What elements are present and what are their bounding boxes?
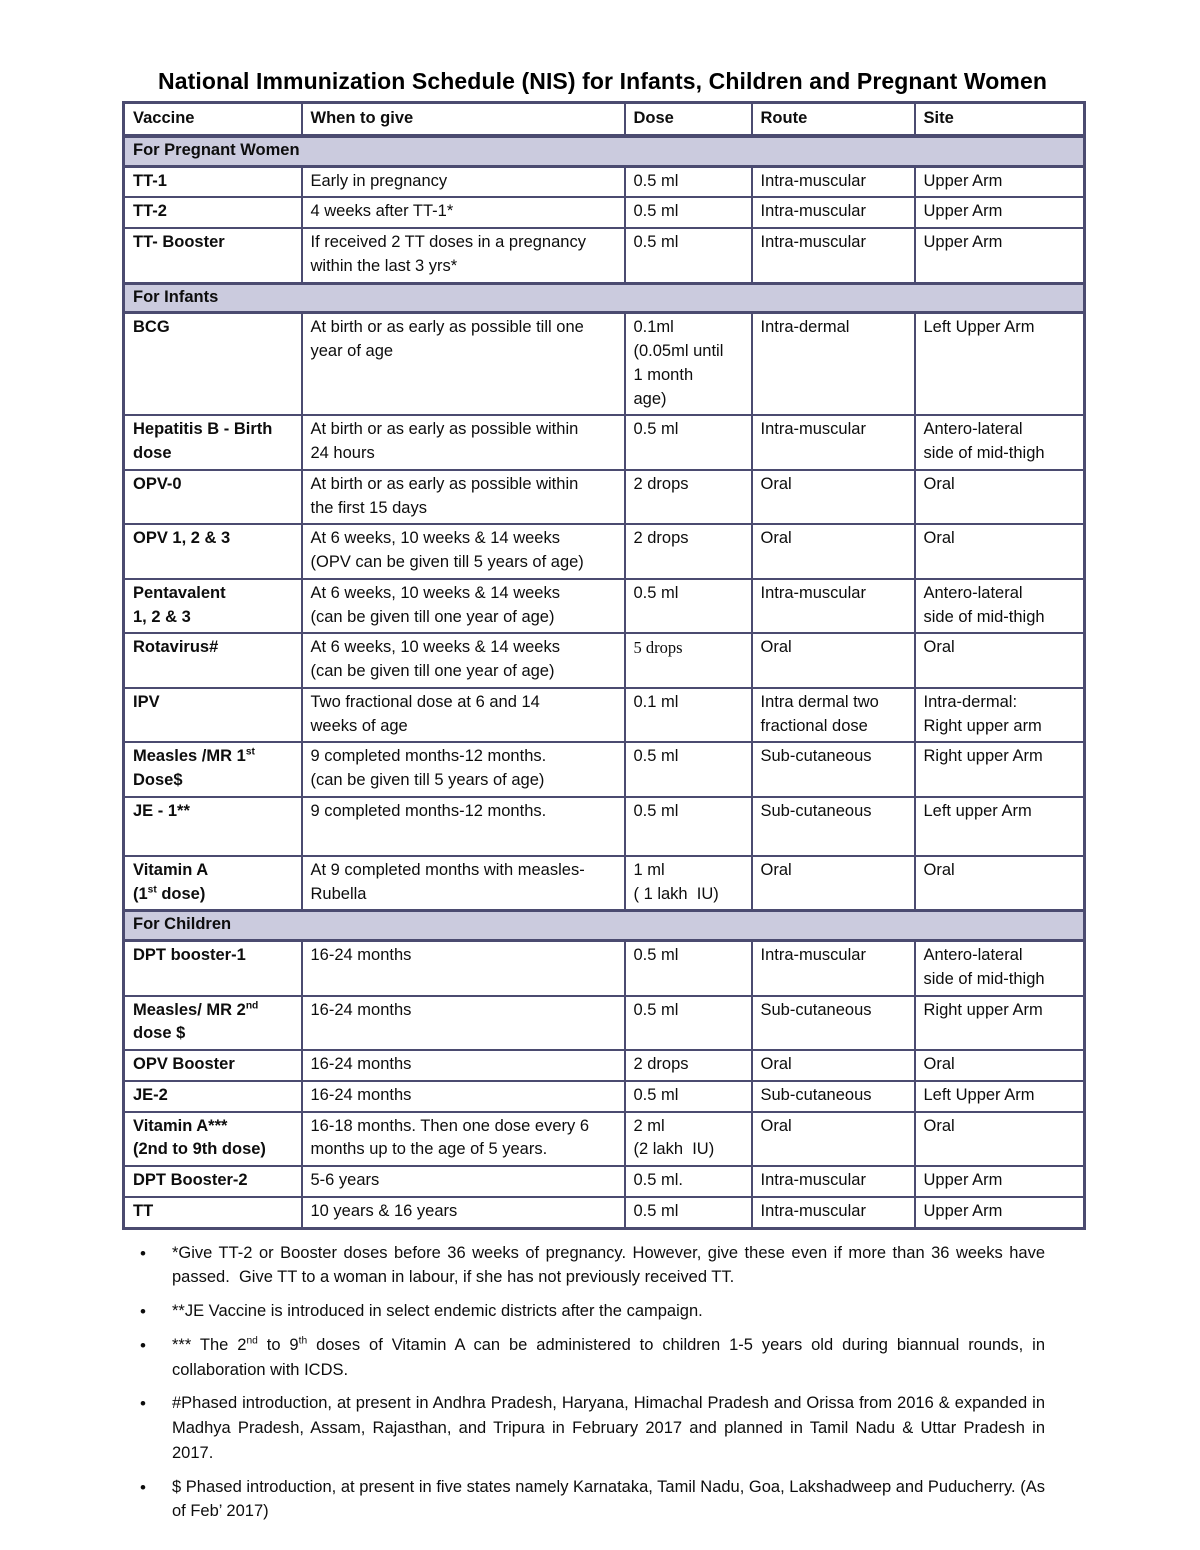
cell-vaccine: JE-2 (124, 1081, 302, 1112)
cell-route: Intra-dermal (752, 313, 915, 416)
cell-site: Upper Arm (915, 1166, 1085, 1197)
table-row (124, 1081, 1085, 1112)
cell-when: At birth or as early as possible within the first 15 days (302, 470, 625, 525)
table-row (124, 633, 1085, 688)
header-site: Site (915, 103, 1085, 136)
cell-vaccine: DPT Booster-2 (124, 1166, 302, 1197)
cell-route: Intra-muscular (752, 1197, 915, 1228)
cell-dose: 2 drops (625, 524, 752, 579)
section-label: For Infants (124, 283, 1085, 313)
cell-when: Two fractional dose at 6 and 14 weeks of age (302, 688, 625, 743)
header-route: Route (752, 103, 915, 136)
table-row (124, 166, 1085, 197)
footnote-item: • *Give TT-2 or Booster doses before 36 weeks of pregnancy. However, give these even if more than 36 weeks have passed. Give TT to a woman in labour, if she has not previously received TT. (122, 1241, 1083, 1300)
cell-site: Oral (915, 1112, 1085, 1167)
cell-when: At birth or as early as possible within 24 hours (302, 415, 625, 470)
cell-site: Oral (915, 524, 1085, 579)
table-row (124, 742, 1085, 797)
table-row (124, 1050, 1085, 1081)
cell-dose: 1 ml ( 1 lakh IU) (625, 856, 752, 911)
cell-dose: 5 drops (625, 633, 752, 688)
cell-when: At 6 weeks, 10 weeks & 14 weeks (OPV can be given till 5 years of age) (302, 524, 625, 579)
cell-route: Intra-muscular (752, 166, 915, 197)
cell-vaccine: Hepatitis B - Birth dose (124, 415, 302, 470)
cell-vaccine: TT-1 (124, 166, 302, 197)
cell-when: 16-24 months (302, 996, 625, 1051)
section-row (124, 136, 1085, 166)
table-row (124, 579, 1085, 634)
cell-dose: 0.5 ml (625, 415, 752, 470)
table-row (124, 1112, 1085, 1167)
table-row (124, 470, 1085, 525)
cell-when: Early in pregnancy (302, 166, 625, 197)
table-row (124, 415, 1085, 470)
cell-dose: 0.5 ml (625, 197, 752, 228)
cell-route: Oral (752, 856, 915, 911)
cell-dose: 0.5 ml (625, 1197, 752, 1228)
cell-route: Intra-muscular (752, 579, 915, 634)
cell-vaccine: Vitamin A (1st dose) (124, 856, 302, 911)
cell-vaccine: IPV (124, 688, 302, 743)
immunization-schedule-table (122, 101, 1086, 1230)
cell-dose: 0.5 ml (625, 996, 752, 1051)
cell-dose: 2 drops (625, 1050, 752, 1081)
cell-vaccine: TT- Booster (124, 228, 302, 283)
cell-vaccine: BCG (124, 313, 302, 416)
cell-site: Antero-lateral side of mid-thigh (915, 579, 1085, 634)
cell-route: Oral (752, 1112, 915, 1167)
cell-route: Intra-muscular (752, 1166, 915, 1197)
cell-route: Sub-cutaneous (752, 996, 915, 1051)
table-row (124, 197, 1085, 228)
cell-vaccine: Vitamin A*** (2nd to 9th dose) (124, 1112, 302, 1167)
cell-site: Oral (915, 856, 1085, 911)
cell-vaccine: TT-2 (124, 197, 302, 228)
cell-route: Oral (752, 470, 915, 525)
cell-dose: 0.5 ml (625, 1081, 752, 1112)
table-row (124, 856, 1085, 911)
cell-dose: 2 drops (625, 470, 752, 525)
table-row (124, 313, 1085, 416)
cell-route: Intra-muscular (752, 228, 915, 283)
cell-route: Oral (752, 633, 915, 688)
cell-vaccine: OPV Booster (124, 1050, 302, 1081)
page-title: National Immunization Schedule (NIS) for Infants, Children and Pregnant Women (158, 68, 1047, 94)
cell-site: Left Upper Arm (915, 1081, 1085, 1112)
section-label: For Children (124, 911, 1085, 941)
cell-site: Left Upper Arm (915, 313, 1085, 416)
footnote-item: • **JE Vaccine is introduced in select endemic districts after the campaign. (122, 1299, 1083, 1333)
cell-vaccine: Rotavirus# (124, 633, 302, 688)
cell-when: 16-24 months (302, 1081, 625, 1112)
cell-vaccine: Pentavalent 1, 2 & 3 (124, 579, 302, 634)
cell-site: Upper Arm (915, 1197, 1085, 1228)
table-row (124, 688, 1085, 743)
cell-when: At 6 weeks, 10 weeks & 14 weeks (can be given till one year of age) (302, 579, 625, 634)
cell-site: Oral (915, 470, 1085, 525)
cell-route: Oral (752, 524, 915, 579)
header-vaccine: Vaccine (124, 103, 302, 136)
cell-dose: 0.5 ml (625, 228, 752, 283)
cell-route: Oral (752, 1050, 915, 1081)
cell-site: Upper Arm (915, 228, 1085, 283)
cell-when: 9 completed months-12 months. (can be given till 5 years of age) (302, 742, 625, 797)
cell-vaccine: DPT booster-1 (124, 941, 302, 996)
section-row (124, 911, 1085, 941)
cell-vaccine: Measles /MR 1st Dose$ (124, 742, 302, 797)
cell-dose: 0.5 ml (625, 941, 752, 996)
cell-vaccine: OPV 1, 2 & 3 (124, 524, 302, 579)
cell-when: 16-18 months. Then one dose every 6 months up to the age of 5 years. (302, 1112, 625, 1167)
header-when-to-give: When to give (302, 103, 625, 136)
header-dose: Dose (625, 103, 752, 136)
cell-site: Upper Arm (915, 197, 1085, 228)
cell-dose: 0.1 ml (625, 688, 752, 743)
cell-site: Oral (915, 1050, 1085, 1081)
cell-when: At 6 weeks, 10 weeks & 14 weeks (can be given till one year of age) (302, 633, 625, 688)
cell-dose: 0.5 ml (625, 166, 752, 197)
cell-site: Antero-lateral side of mid-thigh (915, 941, 1085, 996)
cell-when: 4 weeks after TT-1* (302, 197, 625, 228)
cell-site: Oral (915, 633, 1085, 688)
cell-dose: 0.5 ml (625, 797, 752, 856)
cell-route: Intra-muscular (752, 415, 915, 470)
cell-dose: 0.5 ml. (625, 1166, 752, 1197)
table-body (124, 136, 1085, 1228)
cell-site: Upper Arm (915, 166, 1085, 197)
cell-when: 16-24 months (302, 1050, 625, 1081)
cell-vaccine: Measles/ MR 2nd dose $ (124, 996, 302, 1051)
table-row (124, 996, 1085, 1051)
cell-route: Sub-cutaneous (752, 742, 915, 797)
cell-dose: 2 ml (2 lakh IU) (625, 1112, 752, 1167)
cell-when: At 9 completed months with measles- Rubella (302, 856, 625, 911)
table-row (124, 1166, 1085, 1197)
footnote-item: • #Phased introduction, at present in Andhra Pradesh, Haryana, Himachal Pradesh and Orissa from 2016 & expanded in Madhya Pradesh, Assam, Rajasthan, and Tripura in February 2017 and planned in Tamil Nadu & Uttar Pradesh in 2017. (122, 1391, 1083, 1474)
cell-route: Sub-cutaneous (752, 797, 915, 856)
cell-vaccine: OPV-0 (124, 470, 302, 525)
footnote-item: • *** The 2nd to 9th doses of Vitamin A can be administered to children 1-5 years old during biannual rounds, in collaboration with ICDS. (122, 1333, 1083, 1392)
table-row (124, 941, 1085, 996)
cell-route: Intra-muscular (752, 197, 915, 228)
cell-dose: 0.5 ml (625, 579, 752, 634)
cell-site: Left upper Arm (915, 797, 1085, 856)
header-row (124, 103, 1085, 136)
cell-route: Intra dermal two fractional dose (752, 688, 915, 743)
footnotes-list (122, 1241, 1083, 1534)
cell-route: Intra-muscular (752, 941, 915, 996)
section-row (124, 283, 1085, 313)
footnote-item: • $ Phased introduction, at present in five states namely Karnataka, Tamil Nadu, Goa, Lakshadweep and Puducherry. (As of Feb’ 2017) (122, 1475, 1083, 1534)
table-row (124, 524, 1085, 579)
cell-when: 9 completed months-12 months. (302, 797, 625, 856)
document-content (122, 68, 1083, 1533)
table-row (124, 797, 1085, 856)
section-label: For Pregnant Women (124, 136, 1085, 166)
cell-site: Intra-dermal: Right upper arm (915, 688, 1085, 743)
cell-vaccine: TT (124, 1197, 302, 1228)
cell-site: Right upper Arm (915, 996, 1085, 1051)
cell-route: Sub-cutaneous (752, 1081, 915, 1112)
cell-vaccine: JE - 1** (124, 797, 302, 856)
table-row (124, 228, 1085, 283)
cell-site: Antero-lateral side of mid-thigh (915, 415, 1085, 470)
cell-dose: 0.5 ml (625, 742, 752, 797)
cell-when: 10 years & 16 years (302, 1197, 625, 1228)
cell-when: At birth or as early as possible till one year of age (302, 313, 625, 416)
cell-when: If received 2 TT doses in a pregnancy within the last 3 yrs* (302, 228, 625, 283)
cell-dose: 0.1ml (0.05ml until 1 month age) (625, 313, 752, 416)
cell-when: 5-6 years (302, 1166, 625, 1197)
cell-when: 16-24 months (302, 941, 625, 996)
cell-site: Right upper Arm (915, 742, 1085, 797)
table-row (124, 1197, 1085, 1228)
